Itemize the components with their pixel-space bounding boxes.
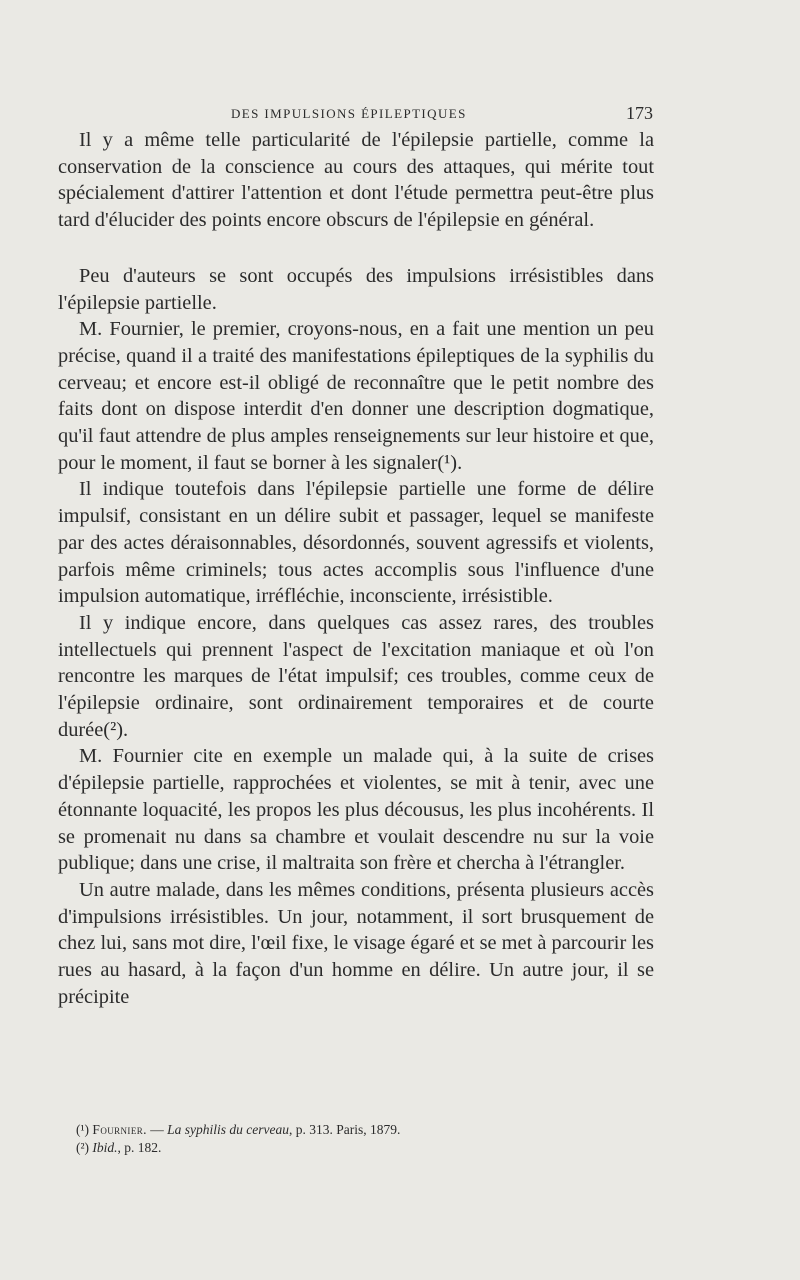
footnote-mark: (¹) <box>76 1122 90 1137</box>
running-title: DES IMPULSIONS ÉPILEPTIQUES <box>231 106 467 121</box>
paragraph: Un autre malade, dans les mêmes conditions, présenta plusieurs accès d'impulsions irrésistibles. Un jour, notamment, il sort brusquement de chez lui, sans mot dire, l'œil fixe, le visage égaré et se met à parcourir les rues au hasard, à la façon d'un homme en délire. Un autre jour, il se précipite <box>58 878 654 1008</box>
body-text <box>58 127 654 1011</box>
footnote-title: La syphilis du cerveau <box>167 1122 290 1137</box>
paragraph: Il indique toutefois dans l'épilepsie partielle une forme de délire impulsif, consistant en un délire subit et passager, lequel se manifeste par des actes déraisonnables, désordonnés, souvent agressifs et violents, parfois même criminels; tous actes accomplis sous l'influence d'une impulsion automatique, irréfléchie, inconsciente, irrésistible. <box>58 478 654 608</box>
footnote-details: , p. 182. <box>117 1140 162 1155</box>
footnote <box>76 1139 616 1157</box>
running-header <box>231 103 653 127</box>
footnotes <box>76 1121 616 1157</box>
footnote-title: Ibid. <box>92 1140 118 1155</box>
paragraph: Peu d'auteurs se sont occupés des impulsions irrésistibles dans l'épilepsie partielle. <box>58 264 654 314</box>
paragraph: Il y a même telle particularité de l'épilepsie partielle, comme la conservation de la conscience au cours des attaques, qui mérite tout spécialement d'attirer l'attention et dont l'étude permettra peut-être plus tard d'élucider des points encore obscurs de l'épilepsie en général. <box>58 129 654 232</box>
paragraph-text: Il y indique encore, dans quelques cas assez rares, des troubles intellectuels qui prennent l'aspect de l'excitation maniaque et où l'on rencontre les marques de l'état impulsif; ces troubles, comme ceux de l'épilepsie ordinaire, sont ordinairement temporaires et de courte durée <box>58 611 654 741</box>
footnote-author: Fournier. <box>92 1122 147 1137</box>
footnote-reference: (²) <box>103 718 123 741</box>
paragraph <box>58 316 654 476</box>
page-number: 173 <box>626 103 653 123</box>
footnote-details: , p. 313. Paris, 1879. <box>289 1122 401 1137</box>
footnote <box>76 1121 616 1139</box>
paragraph-text: M. Fournier, le premier, croyons-nous, en a fait une mention un peu précise, quand il a traité des manifestations épileptiques de la syphilis du cerveau; et encore est-il obligé de reconnaître que le petit nombre des faits dont on dispose interdit d'en donner une description dogmatique, qu'il faut attendre de plus amples renseignements sur leur histoire et que, pour le moment, il faut se borner à les signaler <box>58 318 654 474</box>
footnote-reference: (¹) <box>437 451 458 474</box>
sentence-end: . <box>123 718 129 741</box>
footnote-dash: — <box>146 1122 168 1137</box>
paragraph: M. Fournier cite en exemple un malade qui, à la suite de crises d'épilepsie partielle, rapprochées et violentes, se mit à tenir, avec une étonnante loquacité, les propos les plus décousus, les plus incohérents. Il se promenait nu dans sa chambre et voulait descendre nu sur la voie publique; dans une crise, il maltraita son frère et chercha à l'étrangler. <box>58 745 654 875</box>
paragraph <box>58 610 654 744</box>
footnote-mark: (²) <box>76 1140 90 1155</box>
sentence-end: . <box>457 451 463 474</box>
